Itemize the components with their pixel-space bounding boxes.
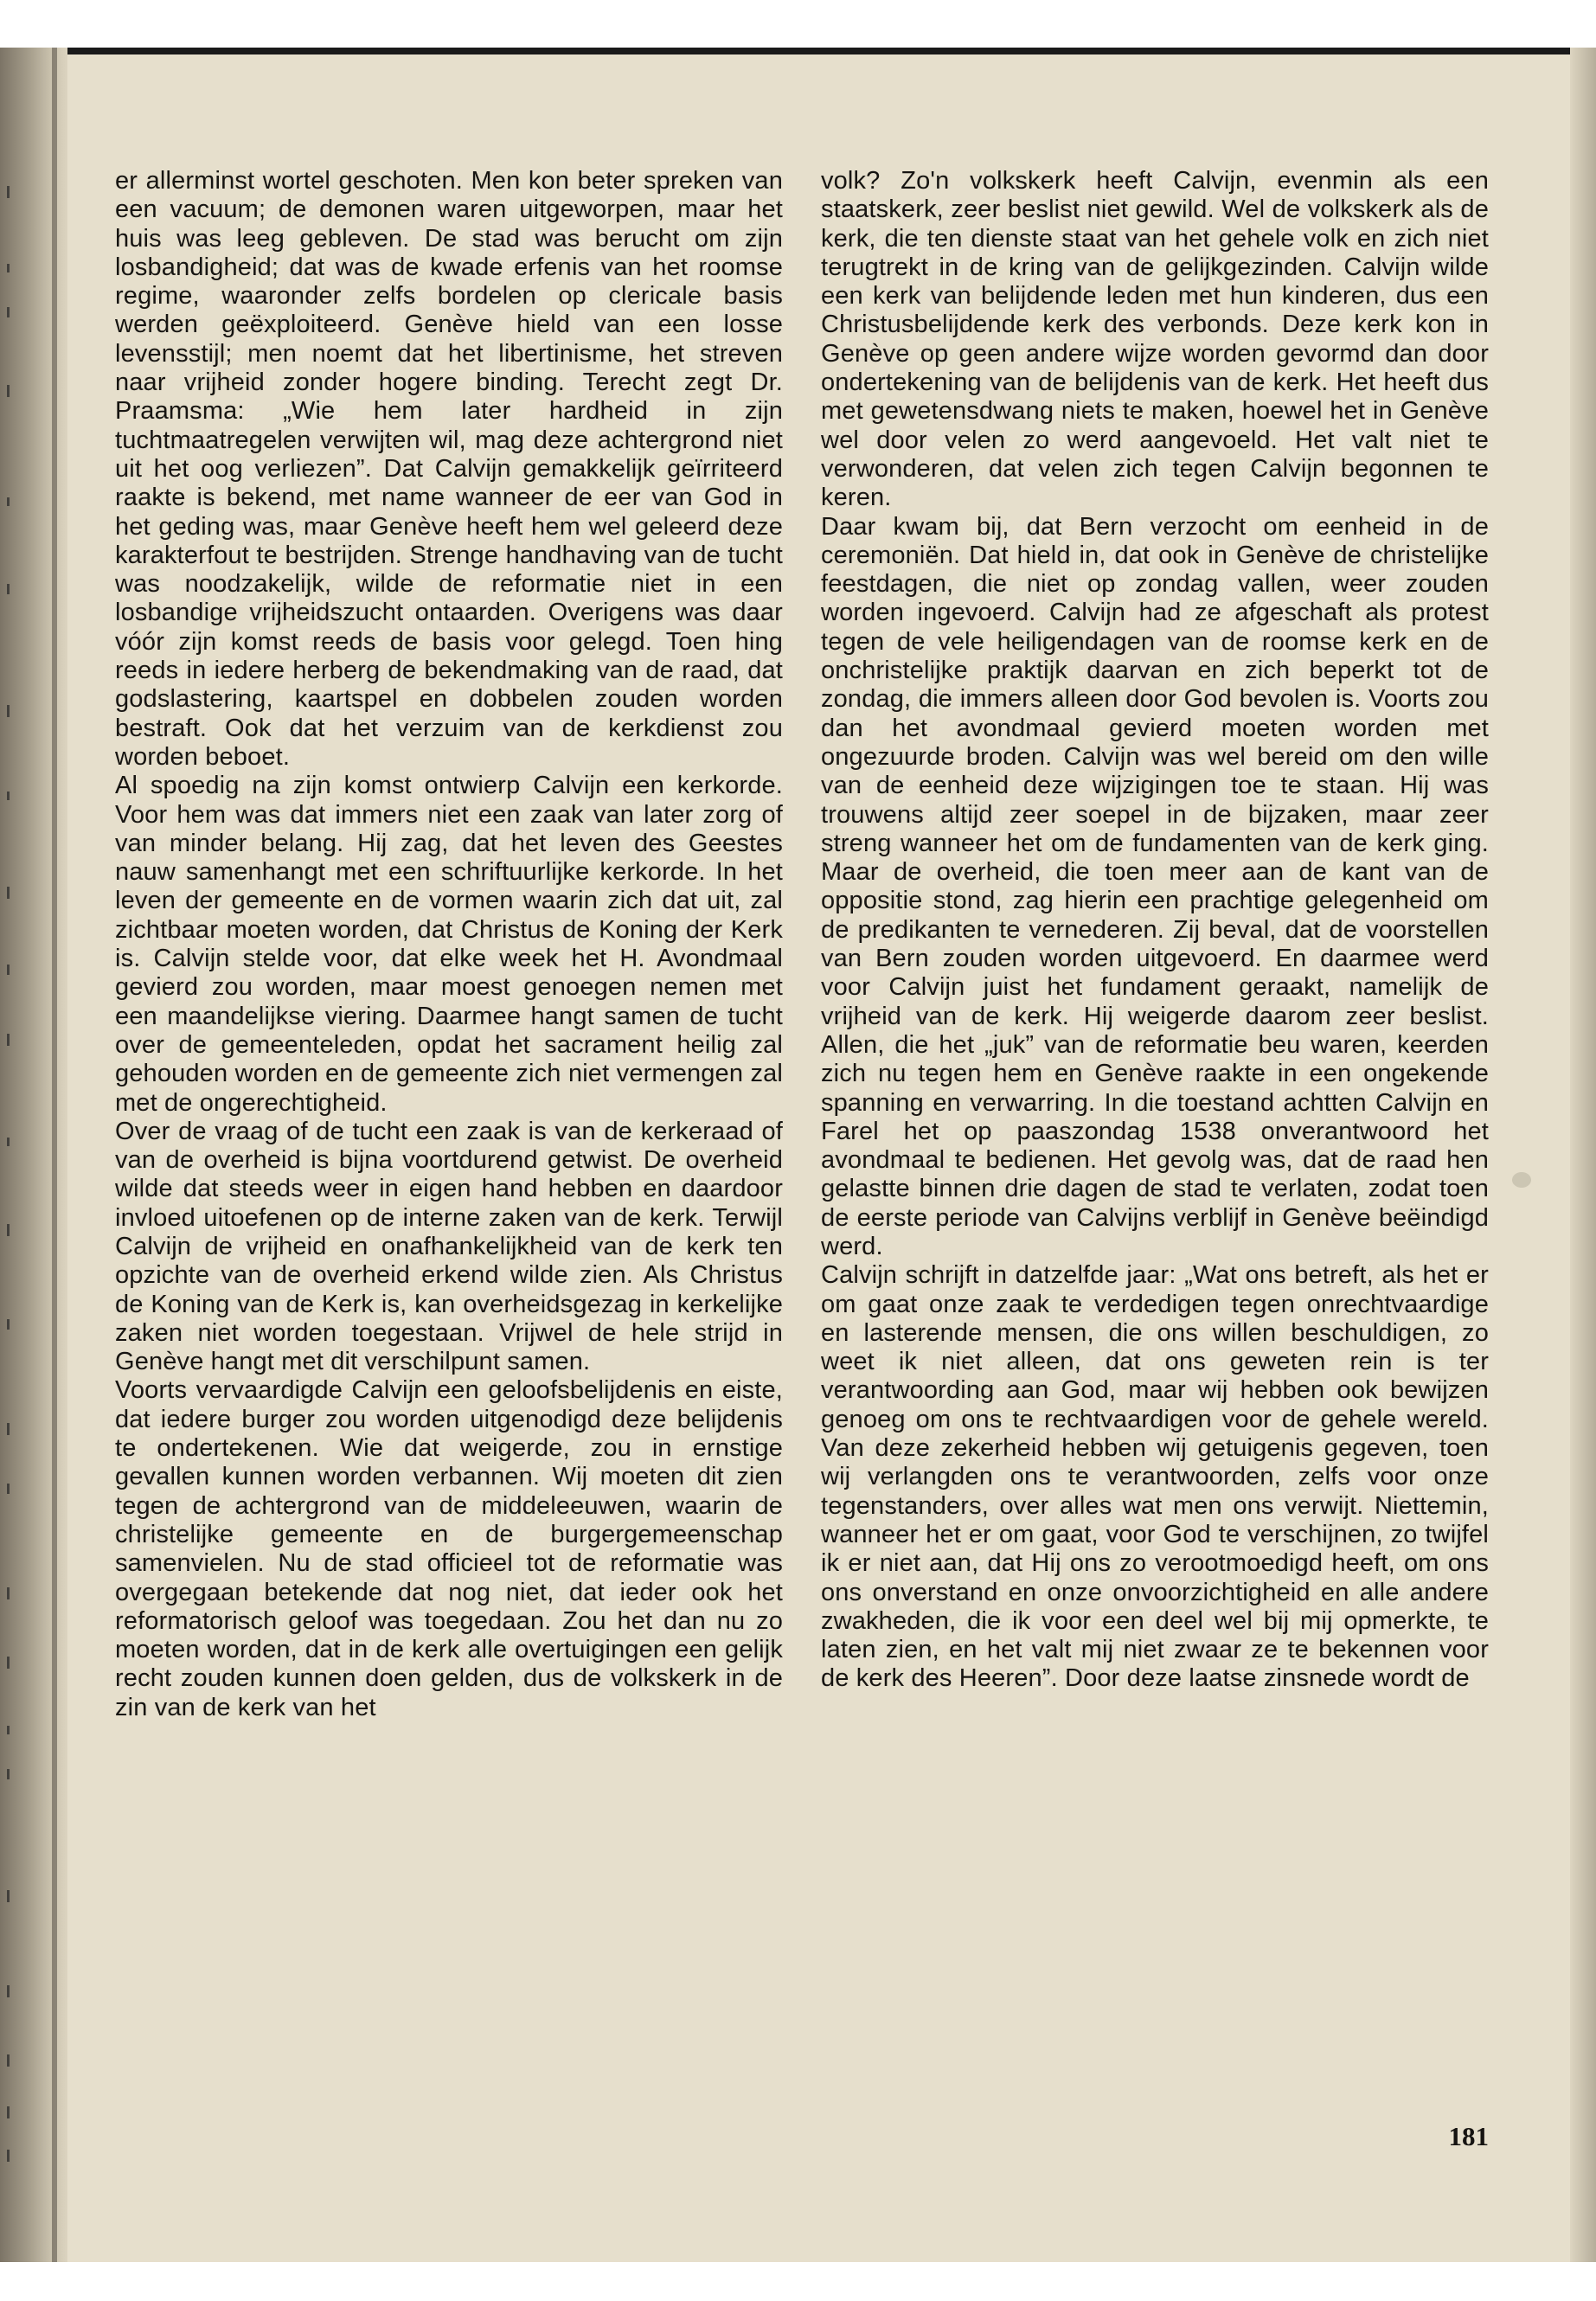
paragraph: Calvijn schrijft in datzelfde jaar: „Wat ons betreft, als het er om gaat onze zaak te verdedigen tegen onrechtvaardige en lasterende mensen, die ons willen beschuldigen, zo weet ik niet alleen, dat ons geweten rein is ter verantwoording aan God, maar wij hebben ook bewijzen genoeg om ons te rechtvaardigen voor de gehele wereld. Van deze zekerheid hebben wij getuigenis gegeven, toen wij verlangden ons te verantwoorden, zelfs voor onze tegenstanders, over alles wat men ons verwijt. Niettemin, wanneer het er om gaat, voor God te verschijnen, zo twijfel ik er niet aan, dat Hij ons zo verootmoedigd heeft, om ons ons onverstand en onze onvoorzichtigheid en alle andere zwakheden, die ik voor een deel wel bij mij opmerkte, te laten zien, en het valt mij niet zwaar ze te bekennen voor de kerk des Heeren”. Door deze laatse zinsnede wordt de: [821, 1261, 1489, 1693]
paragraph: er allerminst wortel geschoten. Men kon beter spreken van een vacuum; de demonen waren uitgeworpen, maar het huis was leeg gebleven. De stad was berucht om zijn losbandigheid; dat was de kwade erfenis van het roomse regime, waaronder zelfs bordelen op clericale basis werden geëxploiteerd. Genève hield van een losse levensstijl; men noemt dat het libertinisme, het streven naar vrijheid zonder hogere binding. Terecht zegt Dr. Praamsma: „Wie hem later hardheid in zijn tuchtmaatregelen verwijten wil, mag deze achtergrond niet uit het oog verliezen”. Dat Calvijn gemakkelijk geïrriteerd raakte is bekend, met name wanneer de eer van God in het geding was, maar Genève heeft hem wel geleerd deze karakterfout te bestrijden. Strenge handhaving van de tucht was noodzakelijk, wilde de reformatie niet in een losbandige vrijheidszucht ontaarden. Overigens was daar vóór zijn komst reeds de basis voor gelegd. Toen hing reeds in iedere herberg de bekendmaking van de raad, dat godslastering, kaartspel en dobbelen zouden worden bestraft. Ook dat het verzuim van de kerkdienst zou worden beboet.: [115, 167, 783, 771]
paragraph: Daar kwam bij, dat Bern verzocht om eenheid in de ceremoniën. Dat hield in, dat ook in Genève de christelijke feestdagen, die niet op zondag vallen, weer zouden worden ingevoerd. Calvijn had ze afgeschaft als protest tegen de vele heiligendagen van de roomse kerk en de onchristelijke praktijk daarvan en zich beperkt tot de zondag, die immers alleen door God bevolen is. Voorts zou dan het avondmaal gevierd moeten worden met ongezuurde broden. Calvijn was wel bereid om den wille van de eenheid deze wijzigingen toe te staan. Hij was trouwens altijd zeer soepel in de bijzaken, maar zeer streng wanneer het om de fundamenten van de kerk ging. Maar de overheid, die toen meer aan de kant van de oppositie stond, zag hierin een prachtige gelegenheid om de predikanten te vernederen. Zij beval, dat de voorstellen van Bern zouden worden uitgevoerd. En daarmee werd voor Calvijn juist het fundament geraakt, namelijk de vrijheid van de kerk. Hij weigerde daarom zeer beslist. Allen, die het „juk” van de reformatie beu waren, keerden zich nu tegen hem en Genève raakte in een ongekende spanning en verwarring. In die toestand achtten Calvijn en Farel het op paaszondag 1538 onverantwoord het avondmaal te bedienen. Het gevolg was, dat de raad hen gelastte binnen drie dagen de stad te verlaten, zodat toen de eerste periode van Calvijns verblijf in Genève beëindigd werd.: [821, 512, 1489, 1260]
paragraph: volk? Zo'n volkskerk heeft Calvijn, evenmin als een staatskerk, zeer beslist niet gewild. Wel de volkskerk als de kerk, die ten dienste staat van het gehele volk en zich niet terugtrekt in de kring van de gelijkgezinden. Calvijn wilde een kerk van belijdende leden met hun kinderen, dus een Christusbelijdende kerk des verbonds. Deze kerk kon in Genève op geen andere wijze worden gevormd dan door ondertekening van de belijdenis van de kerk. Het heeft dus met gewetensdwang niets te maken, hoewel het in Genève wel door velen zo werd aangevoeld. Het valt niet te verwonderen, dat velen zich tegen Calvijn begonnen te keren.: [821, 167, 1489, 512]
facing-page-bleed-marks: [3, 169, 22, 2202]
scan-top-border: [0, 48, 1596, 54]
scanned-page: [0, 48, 1596, 2262]
paragraph: Al spoedig na zijn komst ontwierp Calvijn een kerkorde. Voor hem was dat immers niet een zaak van later zorg of van minder belang. Hij zag, dat het leven des Geestes nauw samenhangt met een schriftuurlijke kerkorde. In het leven der gemeente en de vormen waarin zich dat uit, zal zichtbaar moeten worden, dat Christus de Koning der Kerk is. Calvijn stelde voor, dat elke week het H. Avondmaal gevierd zou worden, maar moest genoegen nemen met een maandelijkse viering. Daarmee hangt samen de tucht over de gemeenteleden, opdat het sacrament heilig zal gehouden worden en de gemeente zich niet vermengen zal met de ongerechtigheid.: [115, 772, 783, 1117]
right-text-column: [821, 167, 1489, 1694]
paragraph: Voorts vervaardigde Calvijn een geloofsbelijdenis en eiste, dat iedere burger zou worden uitgenodigd deze belijdenis te ondertekenen. Wie dat weigerde, zou in ernstige gevallen kunnen worden verbannen. Wij moeten dit zien tegen de achtergrond van de middeleeuwen, waarin de christelijke gemeente en de burgergemeenschap samenvielen. Nu de stad officieel tot de reformatie was overgegaan betekende dat nog niet, dat ieder ook het reformatorisch geloof was toegedaan. Zou het dan nu zo moeten worden, dat in de kerk alle overtuigingen een gelijk recht zouden kunnen doen gelden, dus de volkskerk in de zin van de kerk van het: [115, 1376, 783, 1721]
book-spine-shadow: [52, 48, 57, 2262]
paragraph: Over de vraag of de tucht een zaak is van de kerkeraad of van de overheid is bijna voortdurend getwist. De overheid wilde dat steeds weer in eigen hand hebben en daardoor invloed uitoefenen op de interne zaken van de kerk. Terwijl Calvijn de vrijheid en onafhankelijkheid van de kerk ten opzichte van de overheid erkend wilde zien. Als Christus de Koning van de Kerk is, kan overheidsgezag in kerkelijke zaken niet worden toegestaan. Vrijwel de hele strijd in Genève hangt met dit verschilpunt samen.: [115, 1117, 783, 1376]
page-number: 181: [1448, 2121, 1489, 2151]
left-text-column: [115, 167, 783, 1722]
page-smudge: [1512, 1172, 1531, 1188]
page-right-edge: [1570, 48, 1596, 2262]
